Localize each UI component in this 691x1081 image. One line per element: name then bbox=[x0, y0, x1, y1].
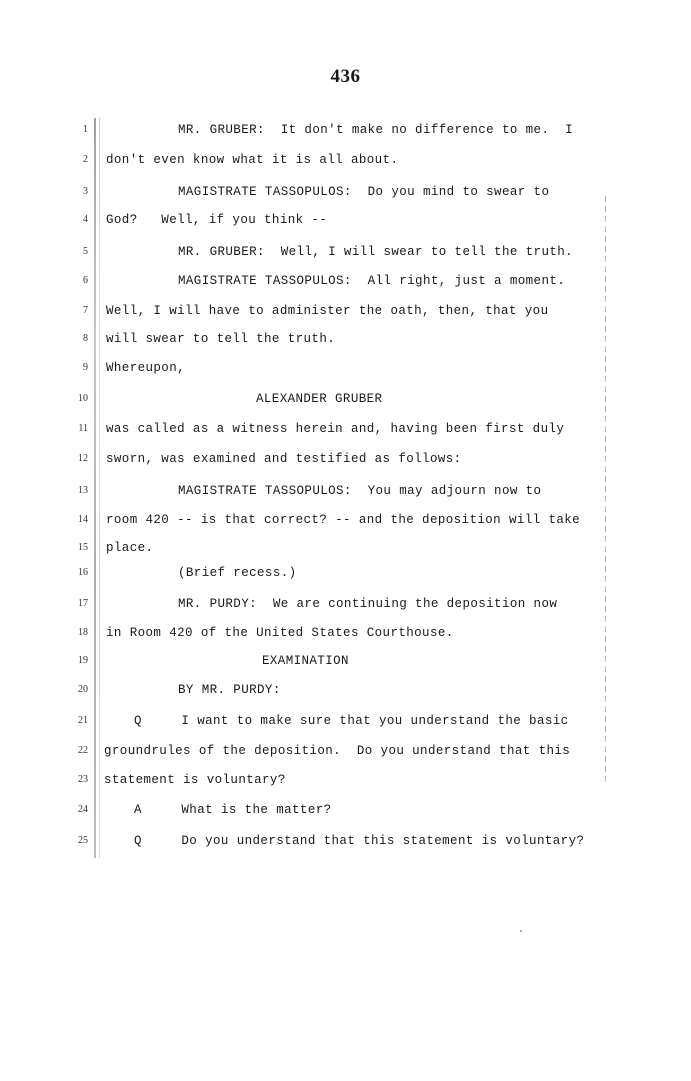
line-text: ALEXANDER GRUBER bbox=[256, 392, 383, 406]
line-number: 6 bbox=[83, 275, 88, 286]
transcript-line bbox=[0, 449, 691, 469]
line-text: MR. GRUBER: Well, I will swear to tell the truth. bbox=[178, 245, 574, 259]
line-number: 13 bbox=[78, 485, 88, 496]
line-text: statement is voluntary? bbox=[104, 773, 286, 787]
transcript-line bbox=[0, 150, 691, 170]
line-text: don't even know what it is all about. bbox=[106, 153, 399, 167]
line-number: 1 bbox=[83, 124, 88, 135]
line-text: BY MR. PURDY: bbox=[178, 683, 281, 697]
transcript-line bbox=[0, 358, 691, 378]
line-text: MAGISTRATE TASSOPULOS: Do you mind to swear to bbox=[178, 185, 550, 199]
line-number: 18 bbox=[78, 627, 88, 638]
scan-speck bbox=[520, 930, 522, 932]
line-text: A What is the matter? bbox=[134, 803, 332, 817]
transcript-line bbox=[0, 419, 691, 439]
line-number: 24 bbox=[78, 804, 88, 815]
transcript-line bbox=[0, 389, 691, 409]
line-text: MAGISTRATE TASSOPULOS: All right, just a moment. bbox=[178, 274, 566, 288]
line-number: 17 bbox=[78, 598, 88, 609]
line-number: 22 bbox=[78, 745, 88, 756]
transcript-line bbox=[0, 831, 691, 851]
line-number: 2 bbox=[83, 154, 88, 165]
line-number: 4 bbox=[83, 214, 88, 225]
transcript-line bbox=[0, 800, 691, 820]
line-number: 16 bbox=[78, 567, 88, 578]
line-text: MAGISTRATE TASSOPULOS: You may adjourn now to bbox=[178, 484, 542, 498]
line-text: Well, I will have to administer the oath, then, that you bbox=[106, 304, 549, 318]
line-number: 20 bbox=[78, 684, 88, 695]
line-number: 15 bbox=[78, 542, 88, 553]
transcript-line bbox=[0, 481, 691, 501]
transcript-line bbox=[0, 711, 691, 731]
line-text: in Room 420 of the United States Courthouse. bbox=[106, 626, 454, 640]
transcript-line bbox=[0, 182, 691, 202]
transcript-line bbox=[0, 210, 691, 230]
line-text: Whereupon, bbox=[106, 361, 186, 375]
line-number: 19 bbox=[78, 655, 88, 666]
line-text: God? Well, if you think -- bbox=[106, 213, 328, 227]
line-text: groundrules of the deposition. Do you understand that this bbox=[104, 744, 571, 758]
transcript-line bbox=[0, 594, 691, 614]
transcript-line bbox=[0, 538, 691, 558]
line-number: 9 bbox=[83, 362, 88, 373]
line-number: 8 bbox=[83, 333, 88, 344]
line-text: place. bbox=[106, 541, 154, 555]
transcript-line bbox=[0, 329, 691, 349]
line-number: 14 bbox=[78, 514, 88, 525]
line-text: (Brief recess.) bbox=[178, 566, 297, 580]
line-number: 5 bbox=[83, 246, 88, 257]
line-text: EXAMINATION bbox=[262, 654, 349, 668]
line-number: 25 bbox=[78, 835, 88, 846]
transcript-line bbox=[0, 651, 691, 671]
line-text: sworn, was examined and testified as follows: bbox=[106, 452, 462, 466]
line-number: 21 bbox=[78, 715, 88, 726]
line-text: Q I want to make sure that you understand the basic bbox=[134, 714, 569, 728]
transcript-line bbox=[0, 242, 691, 262]
transcript-line bbox=[0, 301, 691, 321]
transcript-line bbox=[0, 680, 691, 700]
line-number: 12 bbox=[78, 453, 88, 464]
line-text: was called as a witness herein and, having been first duly bbox=[106, 422, 565, 436]
line-text: room 420 -- is that correct? -- and the deposition will take bbox=[106, 513, 581, 527]
line-number: 3 bbox=[83, 186, 88, 197]
line-text: will swear to tell the truth. bbox=[106, 332, 336, 346]
transcript-line bbox=[0, 770, 691, 790]
page-number: 436 bbox=[330, 66, 361, 87]
line-number: 10 bbox=[78, 393, 88, 404]
transcript-line bbox=[0, 623, 691, 643]
transcript-line bbox=[0, 563, 691, 583]
line-text: MR. GRUBER: It don't make no difference to me. I bbox=[178, 123, 574, 137]
line-number: 11 bbox=[78, 423, 88, 434]
line-text: MR. PURDY: We are continuing the deposition now bbox=[178, 597, 558, 611]
line-number: 7 bbox=[83, 305, 88, 316]
transcript-line bbox=[0, 510, 691, 530]
transcript-line bbox=[0, 120, 691, 140]
transcript-line bbox=[0, 271, 691, 291]
line-text: Q Do you understand that this statement is voluntary? bbox=[134, 834, 585, 848]
transcript-line bbox=[0, 741, 691, 761]
line-number: 23 bbox=[78, 774, 88, 785]
